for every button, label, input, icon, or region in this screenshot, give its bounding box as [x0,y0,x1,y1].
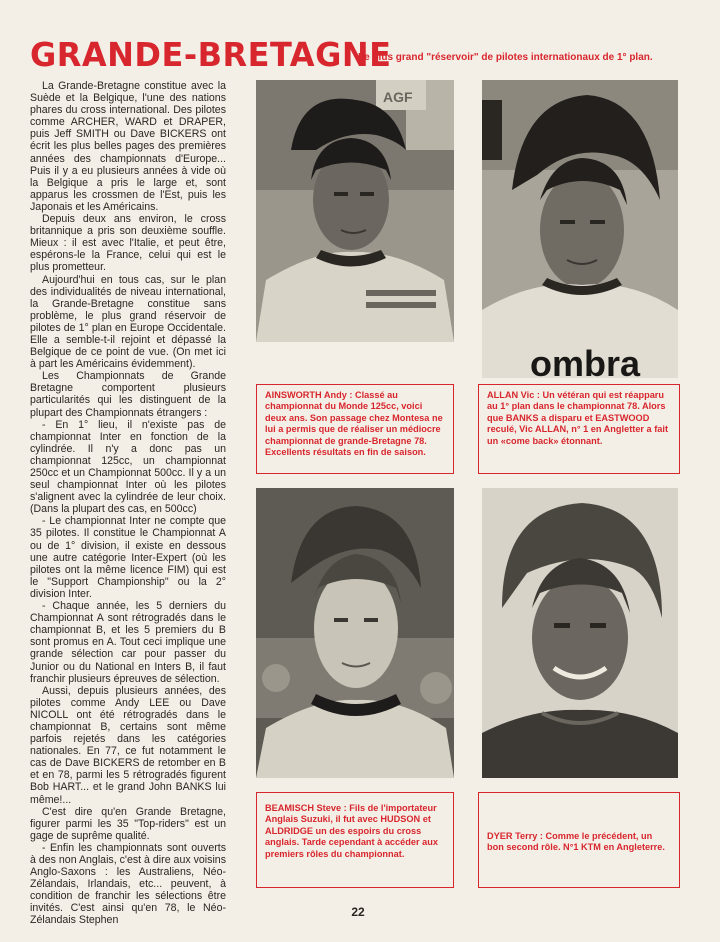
article-body [30,80,226,927]
page-subtitle: Le plus grand "réservoir" de pilotes internationaux de 1° plan. [358,52,653,63]
caption-text: BEAMISCH Steve : Fils de l'importateur Anglais Suzuki, il fut avec HUDSON et ALDRIDGE un des espoirs du cross anglais. Tarde cependant à accéder aux premiers rôles du championnat. [265,803,438,859]
article-paragraph: - Enfin les championnats sont ouverts à des non Anglais, c'est à dire aux voisins Anglo-Saxons : les Australiens, Néo-Zélandais, Irlandais, etc... peuvent, à condition de franchir les sélections être invités. C'est ainsi qu'en 78, le Néo-Zélandais Stephen [30,841,226,927]
caption-allan [478,384,680,474]
caption-text: DYER Terry : Comme le précédent, un bon second rôle. N°1 KTM en Angleterre. [487,831,665,853]
banner-text: AGF [383,89,413,105]
caption-dyer [478,792,680,888]
article-paragraph: C'est dire qu'en Grande Bretagne, figurer parmi les 35 "Top-riders" est un gage de suprême qualité. [30,805,226,842]
article-paragraph: - Le championnat Inter ne compte que 35 pilotes. Il constitue le Championnat A ou de 1° division, il existe en dessous une autre catégorie Inter-Expert (où les pilotes ont la même licence FIM) qui est le "Support Championship" ou la 2° division Inter. [30,515,226,600]
article-paragraph: Depuis deux ans environ, le cross britannique a pris son deuxième souffle. Mieux : il est avec l'Italie, et peut être, espérons-le la France, celui qui est le plus prometteur. [30,213,226,274]
page-number: 22 [351,905,365,919]
article-paragraph: - Chaque année, les 5 derniers du Championnat A sont rétrogradés dans le championnat B, et les 5 premiers du B sont promus en A. Tout ceci implique une grande sélection car pour passer du Junior ou du National en Inters B, il faut franchir plusieurs épreuves de sélection. [30,600,226,685]
article-paragraph: La Grande-Bretagne constitue avec la Suède et la Belgique, l'une des nations phares du cross international. Des pilotes comme ARCHER, WARD et DRAPER, puis Jeff SMITH ou Dave BICKERS ont écrit les plus belles pages des premières années des championnats d'Europe... Puis il y a eu plusieurs années à vide où la Belgique a pris le large et, sont apparus les crossmen de l'Est, puis les Japonais et les Américains. [30,80,226,213]
article-paragraph: Aussi, depuis plusieurs années, des pilotes comme Andy LEE ou Dave NICOLL ont été rétrogradés dans le championnat B, certains sont même parfois rejetés dans les catégories nationales. En 77, ce fut notamment le cas de Dave BICKERS de retomber en B et en 78, parmi les 5 rétrogradés figurent Bob HART... et le grand John BANKS lui même!... [30,684,226,806]
page-title: GRANDE-BRETAGNE [30,35,392,74]
photo-allan [482,80,678,378]
article-paragraph: - En 1° lieu, il n'existe pas de championnat Inter en fonction de la cylindrée. Il n'y a donc pas un championnat 125cc, un championnat 250cc et un Championnat 500cc. Il y a un seul championnat Inter où les pilotes s'alignent avec la cylindrée de leur choix. (Dans la plupart des cas, en 500cc) [30,418,226,516]
caption-text: ALLAN Vic : Un vétéran qui est réapparu au 1° plan dans le championnat 78. Alors que BANKS a disparu et EASTWOOD reculé, Vic ALLAN, n° 1 en Angletter a fait un «come back» étonnant. [487,390,668,446]
caption-beamisch [256,792,454,888]
article-paragraph: Les Championnats de Grande Bretagne comportent plusieurs particularités qui les distinguent de la plupart des Championnats étrangers : [30,370,226,419]
article-paragraph: Aujourd'hui en tous cas, sur le plan des individualités de niveau international, la Grande-Bretagne constitue sans problème, le plus grand réservoir de pilotes de 1° plan en Europe Occidentale. Elle a semble-t-il rejoint et dépassé la Belgique de ce point de vue. (On met ici à part les Américains évidemment). [30,273,226,371]
caption-ainsworth [256,384,454,474]
caption-text: AINSWORTH Andy : Classé au championnat du Monde 125cc, voici deux ans. Son passage chez Montesa ne lui a permis que de réaliser un médiocre championnat de grande-Bretagne 78. Excellents résultats en fin de saison. [265,390,443,458]
photo-ainsworth [256,80,454,342]
photo-beamisch [256,488,454,778]
photo-dyer [482,488,678,778]
jersey-text: ombra [530,343,641,378]
